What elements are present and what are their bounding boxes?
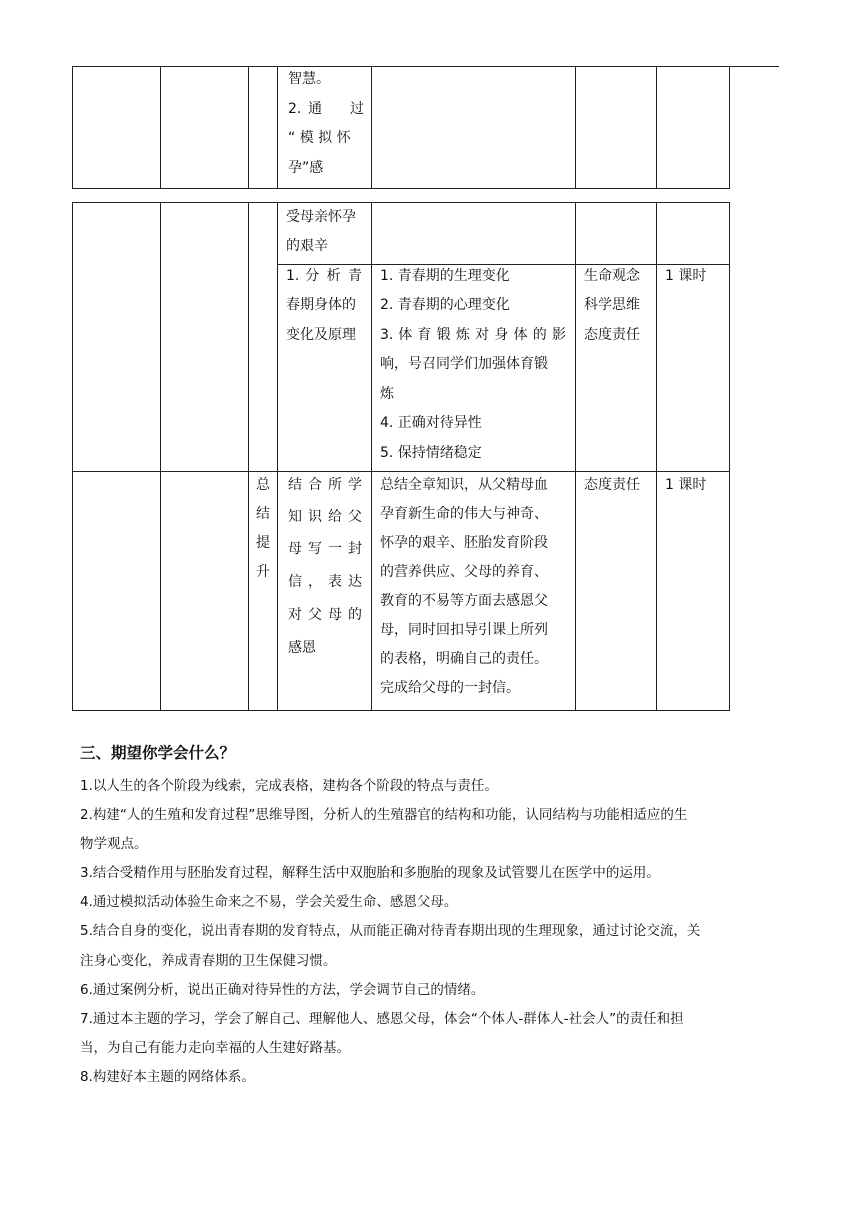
cell-text: 受母亲怀孕 [286, 209, 356, 225]
cell-text: 的艰辛 [286, 238, 328, 254]
table-cell [656, 471, 730, 711]
cell-text: 智慧。 [288, 71, 330, 87]
cell-text: 结 合 所 学 [288, 477, 362, 493]
objective-item: 2.构建“人的生殖和发育过程”思维导图，分析人的生殖器官的结构和功能，认同结构与功能相适应的生 [80, 807, 688, 823]
cell-text: 怀孕的艰辛、胚胎发育阶段 [380, 535, 548, 551]
cell-text: 知 识 给 父 [288, 509, 362, 525]
cell-text: 孕育新生命的伟大与神奇、 [380, 506, 548, 522]
table-cell [72, 471, 161, 711]
table-cell [371, 471, 576, 711]
cell-text: 2. [288, 101, 302, 117]
objective-item: 4.通过模拟活动体验生命来之不易，学会关爱生命、感恩父母。 [80, 894, 458, 910]
table-cell [248, 66, 278, 189]
cell-text: 1 课时 [665, 477, 707, 493]
objective-item: 6.通过案例分析，说出正确对待异性的方法，学会调节自己的情绪。 [80, 982, 485, 998]
cell-text: “ 模 拟 怀 [288, 130, 351, 146]
table-cell [575, 264, 657, 472]
cell-text: 完成给父母的一封信。 [380, 680, 520, 696]
cell-text: 态度责任 [584, 477, 640, 493]
table-cell [277, 202, 372, 265]
cell-text: 总结全章知识，从父精母血 [380, 477, 548, 493]
cell-text: 1. 青春期的生理变化 [380, 268, 510, 284]
table-cell [656, 264, 730, 472]
cell-text: 春期身体的 [286, 297, 356, 313]
stage-char: 结 [256, 506, 270, 522]
cell-text: 孕”感 [288, 160, 324, 176]
table-cell [160, 66, 249, 189]
stage-char: 总 [256, 477, 270, 493]
cell-text: 4. 正确对待异性 [380, 415, 482, 431]
table-cell [248, 471, 278, 711]
table-cell [656, 66, 730, 189]
cell-text: 1 课时 [665, 268, 707, 284]
table-cell [371, 202, 576, 265]
cell-text: 通 [308, 101, 322, 117]
objective-item: 1.以人生的各个阶段为线索，完成表格，建构各个阶段的特点与责任。 [80, 778, 498, 794]
cell-text: 过 [350, 101, 364, 117]
table-cell [277, 264, 372, 472]
cell-text: 2. 青春期的心理变化 [380, 297, 510, 313]
table-cell [575, 66, 657, 189]
table-cell [160, 471, 249, 711]
stage-char: 提 [256, 535, 270, 551]
objective-item: 8.构建好本主题的网络体系。 [80, 1069, 255, 1085]
cell-text: 科学思维 [584, 297, 640, 313]
cell-text: 1. 分 析 青 [286, 268, 362, 284]
objective-item: 注身心变化，养成青春期的卫生保健习惯。 [80, 953, 337, 969]
stage-char: 升 [256, 564, 270, 580]
section-title: 三、期望你学会什么？ [80, 744, 236, 762]
cell-text: 生命观念 [584, 268, 640, 284]
table-cell [371, 264, 576, 472]
table-cell [277, 471, 372, 711]
table-cell [371, 66, 576, 189]
cell-text: 感恩 [288, 640, 316, 656]
table-cell [277, 66, 372, 189]
cell-text: 态度责任 [584, 327, 640, 343]
objective-item: 7.通过本主题的学习，学会了解自己、理解他人、感恩父母，体会“个体人-群体人-社会人”的责任和担 [80, 1011, 684, 1027]
cell-text: 母 写 一 封 [288, 541, 362, 557]
table-cell [656, 202, 730, 265]
objective-item: 3.结合受精作用与胚胎发育过程，解释生活中双胞胎和多胞胎的现象及试管婴儿在医学中的运用。 [80, 865, 660, 881]
cell-text: 5. 保持情绪稳定 [380, 445, 482, 461]
table-cell [575, 471, 657, 711]
cell-text: 对 父 母 的 [288, 607, 362, 623]
table-cell [160, 202, 249, 472]
table-cell [72, 202, 161, 472]
table-cell [248, 202, 278, 472]
cell-text: 教育的不易等方面去感恩父 [380, 593, 548, 609]
cell-text: 3. 体 育 锻 炼 对 身 体 的 影 [380, 327, 566, 343]
cell-text: 变化及原理 [286, 327, 356, 343]
table-cell [72, 66, 161, 189]
objective-item: 物学观点。 [80, 836, 148, 852]
cell-text: 的营养供应、父母的养育、 [380, 564, 548, 580]
cell-text: 的表格，明确自己的责任。 [380, 651, 548, 667]
cell-text: 响，号召同学们加强体育锻 [380, 356, 548, 372]
cell-text: 炼 [380, 386, 394, 402]
objective-item: 当，为自己有能力走向幸福的人生建好路基。 [80, 1040, 350, 1056]
objective-item: 5.结合自身的变化，说出青春期的发育特点，从而能正确对待青春期出现的生理现象，通过讨论交流，关 [80, 923, 701, 939]
cell-text: 信 ， 表 达 [288, 574, 362, 590]
cell-text: 母，同时回扣导引课上所列 [380, 622, 548, 638]
table-cell [575, 202, 657, 265]
